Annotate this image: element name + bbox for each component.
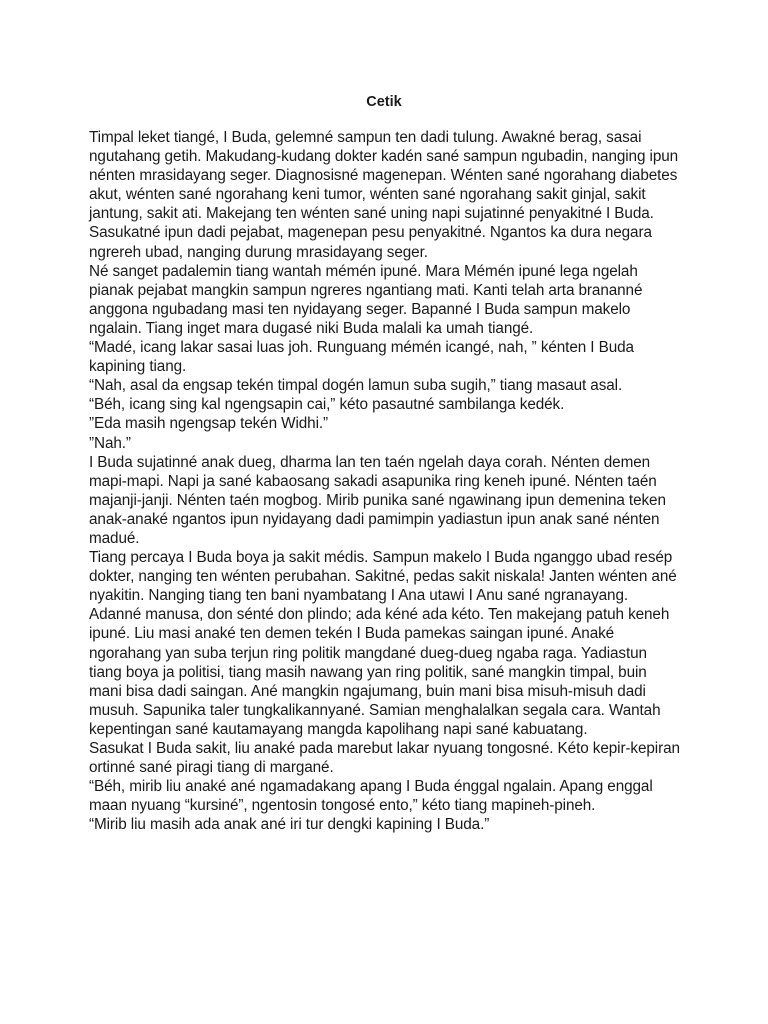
paragraph: “Madé, icang lakar sasai luas joh. Runguang mémén icangé, nah, ” kénten I Buda kapining tiang. [89,339,634,376]
paragraph: I Buda sujatinné anak dueg, dharma lan ten taén ngelah daya corah. Nénten demen mapi-mapi. Napi ja sané kabaosang sakadi asapunika ring keneh ipuné. Nénten taén majanji-janji. Nénten taén mogbog. Mirib punika sané ngawinang ipun demenina teken anak-anaké ngantos ipun nyidayang dadi pamimpin yadiastun ipun anak sané nénten madué. [89,453,666,547]
paragraph: ”Nah.” [89,434,131,452]
paragraph: ”Eda masih ngengsap tekén Widhi.” [89,415,329,433]
paragraph: Sasukat I Buda sakit, liu anaké pada marebut lakar nyuang tongosné. Kéto kepir-kepiran ortinné sané piragi tiang di margané. [89,740,680,777]
paragraph: “Béh, icang sing kal ngengsapin cai,” kéto pasautné sambilanga kedék. [89,396,565,414]
paragraph: Tiang percaya I Buda boya ja sakit médis. Sampun makelo I Buda nganggo ubad resép dokter, nanging ten wénten perubahan. Sakitné, pedas sakit niskala! Janten wénten ané nyakitin. Nanging tiang ten bani nyambatang I Ana utawi I Anu sané ngranayang. Adanné manusa, don sénté don plindo; ada kéné ada kéto. Ten makejang patuh keneh ipuné. Liu masi anaké ten demen tekén I Buda pamekas saingan ipuné. Anaké ngorahang yan suba terjun ring politik mangdané dueg-dueg ngaba raga. Yadiastun tiang boya ja politisi, tiang masih nawang yan ring politik, sané mangkin timpal, buin mani bisa dadi saingan. Ané mangkin ngajumang, buin mani bisa misuh-misuh dadi musuh. Sapunika taler tungkalikannyané. Samian menghalalkan segala cara. Wantah kepentingan sané kautamayang mangda kapolihang napi sané kabuatang. [89,549,677,738]
document-title: Cetik [366,94,402,110]
paragraph: “Nah, asal da engsap tekén timpal dogén lamun suba sugih,” tiang masaut asal. [89,377,623,395]
document-body [89,128,681,834]
paragraph: “Mirib liu masih ada anak ané iri tur dengki kapining I Buda.” [89,816,490,834]
paragraph: Timpal leket tiangé, I Buda, gelemné sampun ten dadi tulung. Awakné berag, sasai ngutahang getih. Makudang-kudang dokter kadén sané sampun ngubadin, nanging ipun nénten mrasidayang seger. Diagnosisné magenepan. Wénten sané ngorahang diabetes akut, wénten sané ngorahang keni tumor, wénten sané ngorahang sakit ginjal, sakit jantung, sakit ati. Makejang ten wénten sané uning napi sujatinné penyakitné I Buda. Sasukatné ipun dadi pejabat, magenepan pesu penyakitné. Ngantos ka dura negara ngrereh ubad, nanging durung mrasidayang seger. [89,129,679,261]
paragraph: Né sanget padalemin tiang wantah mémén ipuné. Mara Mémén ipuné lega ngelah pianak pejabat mangkin sampun ngreres ngantiang mati. Kanti telah arta brananné anggona ngubadang masi ten nyidayang seger. Bapanné I Buda sampun makelo ngalain. Tiang inget mara dugasé niki Buda malali ka umah tiangé. [89,262,643,337]
paragraph: “Béh, mirib liu anaké ané ngamadakang apang I Buda énggal ngalain. Apang enggal maan nyuang “kursiné”, ngentosin tongosé ento,” kéto tiang mapineh-pineh. [89,778,653,815]
